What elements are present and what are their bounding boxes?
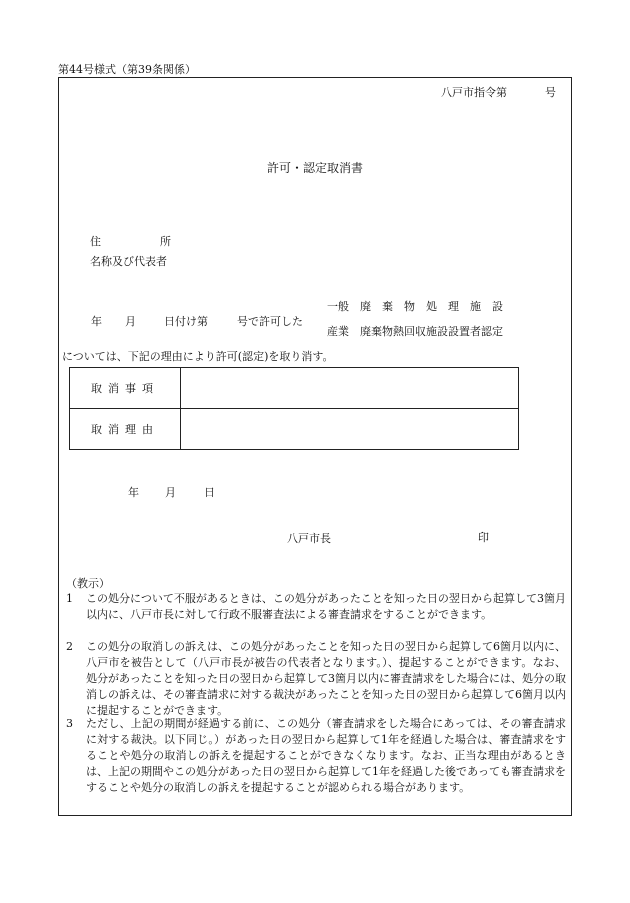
address-label-b: 所 [160, 235, 171, 248]
revocation-item-label: 取消事項 [70, 368, 181, 409]
table-row [70, 409, 519, 450]
notice-item-number: 2 [66, 640, 73, 653]
document-number [441, 84, 556, 100]
address-row [90, 233, 171, 249]
doc-number-prefix: 八戸市指令第 [441, 86, 507, 99]
notice-item [66, 639, 566, 719]
mayor-title: 八戸市長 [287, 532, 331, 545]
notice-item-text: この処分について不服があるときは、この処分があったことを知った日の翌日から起算して3箇月以内に、八戸市長に対して行政不服審査法による審査請求をすることができます。 [86, 592, 566, 621]
category-general: 一般 廃 棄 物 処 理 施 設 [327, 300, 503, 313]
table-row [70, 368, 519, 409]
address-label-a: 住 [90, 235, 101, 248]
permit-year: 年 [91, 315, 102, 328]
issue-month: 月 [165, 486, 176, 499]
notice-item [66, 716, 566, 796]
category-industrial: 産業 廃棄物熱回収施設設置者認定 [327, 325, 503, 338]
revocation-table [69, 367, 519, 450]
notice-item-number: 1 [66, 592, 73, 605]
notice-item-text: ただし、上記の期間が経過する前に、この処分（審査請求をした場合にあっては、その審査請求に対する裁決。以下同じ。）があった日の翌日から起算して1年を経過した場合は、審査請求をすることや処分の取消しの訴えを提起することができなくなります。なお、正当な理由があるときは、上記の期間やこの処分があった日の翌日から起算して1年を経過した後であっても審査請求をすることや処分の取消しの訴えを提起することが認められる場合があります。 [86, 717, 566, 794]
notice-heading: （教示） [66, 577, 110, 590]
notice-item-number: 3 [66, 717, 73, 730]
revocation-item-value [181, 368, 519, 409]
permit-permitted: 号で許可した [237, 315, 303, 328]
seal-mark: 印 [478, 531, 489, 544]
issue-year: 年 [128, 486, 139, 499]
permit-day-no: 日付け第 [164, 315, 208, 328]
notice-item-text: この処分の取消しの訴えは、この処分があったことを知った日の翌日から起算して6箇月以内に、八戸市を被告として（八戸市長が被告の代表者となります。）、提起することができます。なお、処分があったことを知った日の翌日から起算して3箇月以内に審査請求をした場合には、処分の取消しの訴えは、その審査請求に対する裁決があったことを知った日の翌日から起算して6箇月以内に提起することができます。 [86, 640, 566, 717]
issue-day: 日 [204, 486, 215, 499]
name-representative-label: 名称及び代表者 [90, 255, 167, 268]
preamble: については、下記の理由により許可(認定)を取り消す。 [62, 350, 334, 363]
revocation-reason-label: 取消理由 [70, 409, 181, 450]
doc-number-suffix: 号 [545, 86, 556, 99]
document-title: 許可・認定取消書 [266, 161, 363, 175]
notice-item [66, 591, 566, 623]
revocation-reason-value [181, 409, 519, 450]
permit-month: 月 [125, 315, 136, 328]
form-label: 第44号様式（第39条関係） [58, 63, 196, 76]
